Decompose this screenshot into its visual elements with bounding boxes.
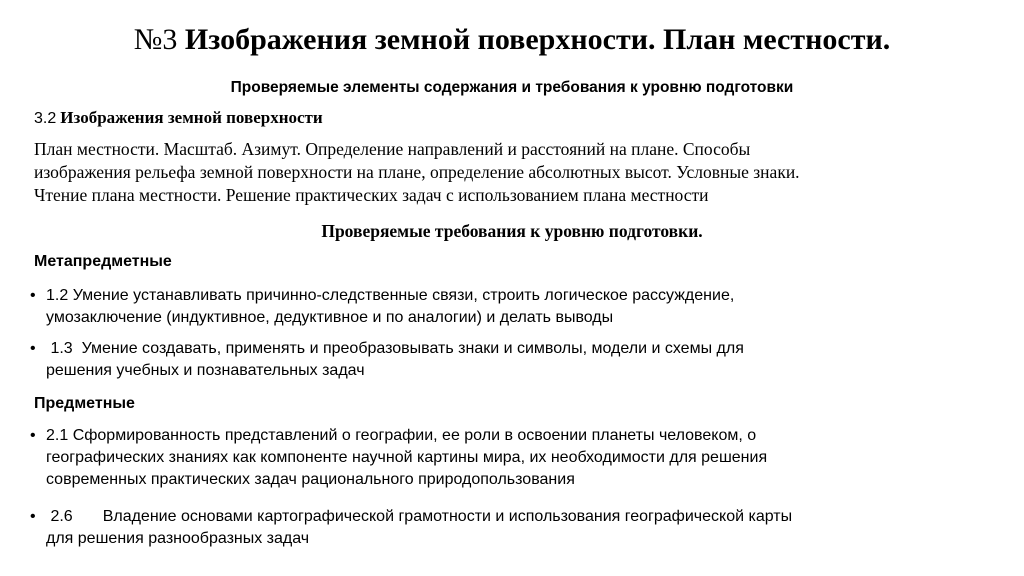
bullet: • <box>30 427 36 444</box>
item-line: для решения разнообразных задач <box>46 530 310 547</box>
item-line: 1.3 Умение создавать, применять и преобразовывать знаки и символы, модели и схемы для <box>46 340 744 357</box>
bullet: • <box>30 508 36 525</box>
section-heading <box>34 107 323 130</box>
slide-title <box>0 20 1024 60</box>
title-text: Изображения земной поверхности. План местности. <box>184 23 891 56</box>
metasubject-heading: Метапредметные <box>34 253 172 270</box>
section-number: 3.2 <box>34 110 57 127</box>
item-number: 2.6 <box>46 508 73 525</box>
title-number: №3 <box>133 23 178 56</box>
item-line: умозаключение (индуктивное, дедуктивное и по аналогии) и делать выводы <box>46 309 614 326</box>
bullet: • <box>30 340 36 357</box>
item-text: Владение основами картографической грамотности и использования географической карты <box>102 508 793 525</box>
item-line: 2.1 Сформированность представлений о географии, ее роли в освоении планеты человеком, о <box>46 427 757 444</box>
slide-subtitle: Проверяемые элементы содержания и требования к уровню подготовки <box>230 79 794 96</box>
content-line: Чтение плана местности. Решение практических задач с использованием плана местности <box>34 185 709 205</box>
requirements-heading: Проверяемые требования к уровню подготовки. <box>321 221 703 241</box>
item-line: 1.2 Умение устанавливать причинно-следственные связи, строить логическое рассуждение, <box>46 287 735 304</box>
content-line: План местности. Масштаб. Азимут. Определение направлений и расстояний на плане. Способы <box>34 139 751 159</box>
content-paragraph <box>34 138 1009 207</box>
bullet: • <box>30 287 36 304</box>
item-line: решения учебных и познавательных задач <box>46 362 365 379</box>
item-line <box>46 506 792 528</box>
subject-heading: Предметные <box>34 395 135 412</box>
content-line: изображения рельефа земной поверхности на плане, определение абсолютных высот. Условные знаки. <box>34 162 800 182</box>
item-line: современных практических задач рационального природопользования <box>46 471 575 488</box>
item-line: географических знаниях как компоненте научной картины мира, их необходимости для решения <box>46 449 768 466</box>
section-title: Изображения земной поверхности <box>60 108 323 127</box>
